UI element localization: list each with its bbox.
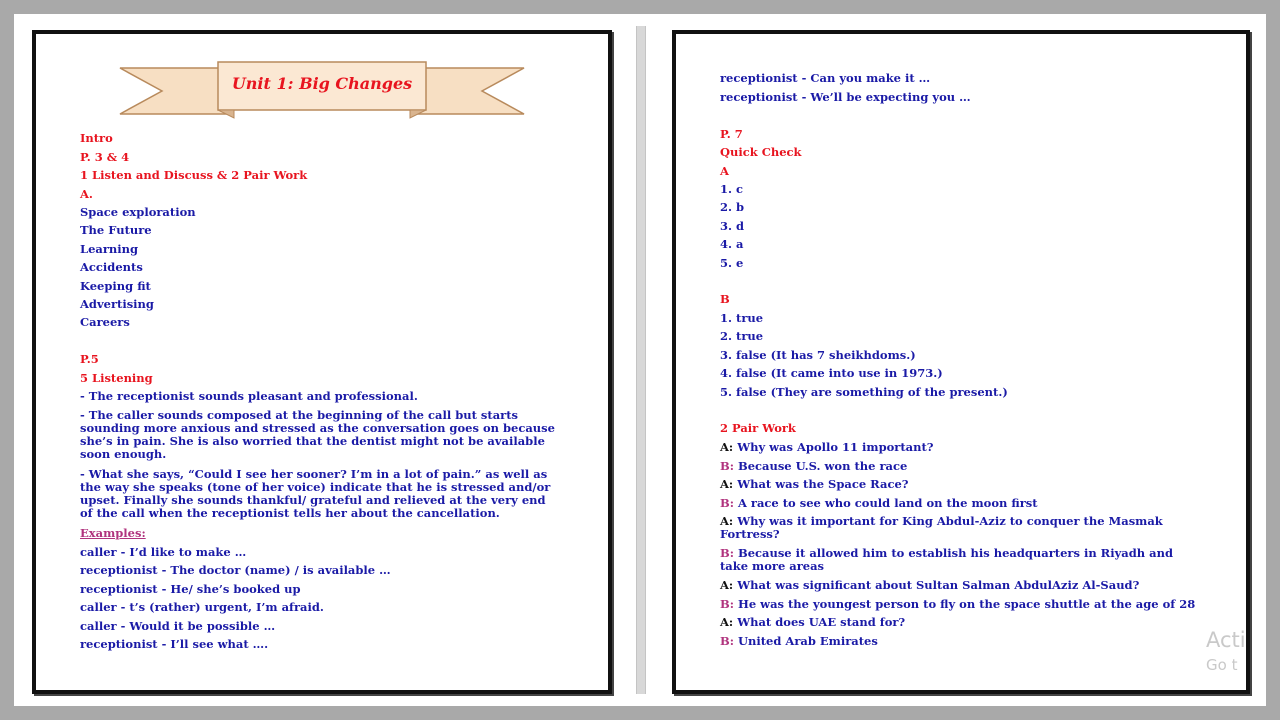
topic-item: Learning — [80, 242, 139, 256]
activation-watermark: Acti — [1206, 628, 1246, 652]
page-ref-5: P.5 — [80, 352, 99, 366]
answer-item: 2. true — [720, 329, 764, 343]
spine-divider — [636, 26, 646, 694]
answer-item: 1. true — [720, 311, 764, 325]
example-phrase: receptionist - I’ll see what …. — [80, 637, 269, 651]
dialogue-line — [720, 515, 1190, 541]
dialogue-line — [720, 579, 1190, 592]
listening-heading: 5 Listening — [80, 371, 153, 385]
dialogue-line — [720, 497, 1190, 510]
example-phrase: caller - Would it be possible … — [80, 619, 276, 633]
speaker-b: B: — [720, 546, 734, 560]
topic-item: Careers — [80, 315, 130, 329]
answer-item: 4. false (It came into use in 1973.) — [720, 366, 943, 380]
topic-item: Advertising — [80, 297, 154, 311]
dialogue-text: Why was Apollo 11 important? — [737, 440, 934, 454]
examples-label: Examples: — [80, 526, 146, 540]
section-b-label: B — [720, 292, 730, 306]
example-phrase: caller - t’s (rather) urgent, I’m afraid. — [80, 600, 324, 614]
example-phrase: receptionist - He/ she’s booked up — [80, 582, 301, 596]
section-a-label: A — [720, 164, 729, 178]
answer-item: 2. b — [720, 200, 745, 214]
dialogue-line — [720, 478, 1190, 491]
dialogue-text: Because U.S. won the race — [737, 459, 908, 473]
example-phrase: receptionist - We’ll be expecting you … — [720, 90, 971, 104]
example-phrase: receptionist - The doctor (name) / is available … — [80, 563, 391, 577]
listening-note: - The receptionist sounds pleasant and professional. — [80, 389, 418, 403]
example-phrase: caller - I’d like to make … — [80, 545, 247, 559]
speaker-b: B: — [720, 459, 734, 473]
dialogue-line — [720, 547, 1190, 573]
listening-note: - What she says, “Could I see her sooner? I’m in a lot of pain.” as well as the way she speaks (tone of her voice) indicate that he is stressed and/or upset. Finally she sounds thankful/ grateful and relieved at the very end of the call when the receptionist tells her about the cancellation. — [80, 467, 551, 520]
section-heading: 1 Listen and Discuss & 2 Pair Work — [80, 168, 308, 182]
dialogue-line — [720, 460, 1190, 473]
topic-item: Space exploration — [80, 205, 196, 219]
quick-check-heading: Quick Check — [720, 145, 802, 159]
speaker-a: A: — [720, 578, 734, 592]
topic-item: Keeping fit — [80, 279, 151, 293]
left-page — [32, 30, 612, 694]
dialogue-line — [720, 616, 1190, 629]
dialogue-text: What was the Space Race? — [737, 477, 909, 491]
section-a-label: A. — [80, 187, 93, 201]
dialogue-text: He was the youngest person to fly on the space shuttle at the age of 28 — [737, 597, 1196, 611]
dialogue-line — [720, 635, 1190, 648]
topic-item: The Future — [80, 223, 152, 237]
answer-item: 4. a — [720, 237, 744, 251]
speaker-a: A: — [720, 440, 734, 454]
answer-item: 5. false (They are something of the present.) — [720, 385, 1008, 399]
dialogue-text: What does UAE stand for? — [737, 615, 906, 629]
listening-note: - The caller sounds composed at the beginning of the call but starts sounding more anxious and stressed as the conversation goes on because she’s in pain. She is also worried that the dentist might not be available soon enough. — [80, 408, 555, 461]
page-ref-7: P. 7 — [720, 127, 743, 141]
speaker-a: A: — [720, 477, 734, 491]
dialogue-text: What was significant about Sultan Salman AbdulAziz Al-Saud? — [737, 578, 1140, 592]
right-page — [672, 30, 1250, 694]
speaker-b: B: — [720, 496, 734, 510]
page-ref-3-4: P. 3 & 4 — [80, 150, 130, 164]
answer-item: 3. d — [720, 219, 745, 233]
dialogue-text: Why was it important for King Abdul-Aziz to conquer the Masmak Fortress? — [720, 514, 1163, 541]
answer-item: 1. c — [720, 182, 744, 196]
dialogue-text: United Arab Emirates — [737, 634, 878, 648]
dialogue-text: A race to see who could land on the moon first — [737, 496, 1038, 510]
pair-work-heading: 2 Pair Work — [720, 421, 796, 435]
example-phrase: receptionist - Can you make it … — [720, 71, 931, 85]
speaker-b: B: — [720, 634, 734, 648]
answer-item: 3. false (It has 7 sheikhdoms.) — [720, 348, 916, 362]
unit-title: Unit 1: Big Changes — [231, 74, 413, 93]
topic-item: Accidents — [80, 260, 143, 274]
dialogue-line — [720, 598, 1200, 611]
speaker-b: B: — [720, 597, 734, 611]
dialogue-text: Because it allowed him to establish his headquarters in Riyadh and take more areas — [720, 546, 1174, 573]
speaker-a: A: — [720, 514, 734, 528]
activation-watermark-sub: Go t — [1206, 656, 1238, 674]
speaker-a: A: — [720, 615, 734, 629]
answer-item: 5. e — [720, 256, 744, 270]
dialogue-line — [720, 441, 1190, 454]
intro-heading: Intro — [80, 131, 113, 145]
